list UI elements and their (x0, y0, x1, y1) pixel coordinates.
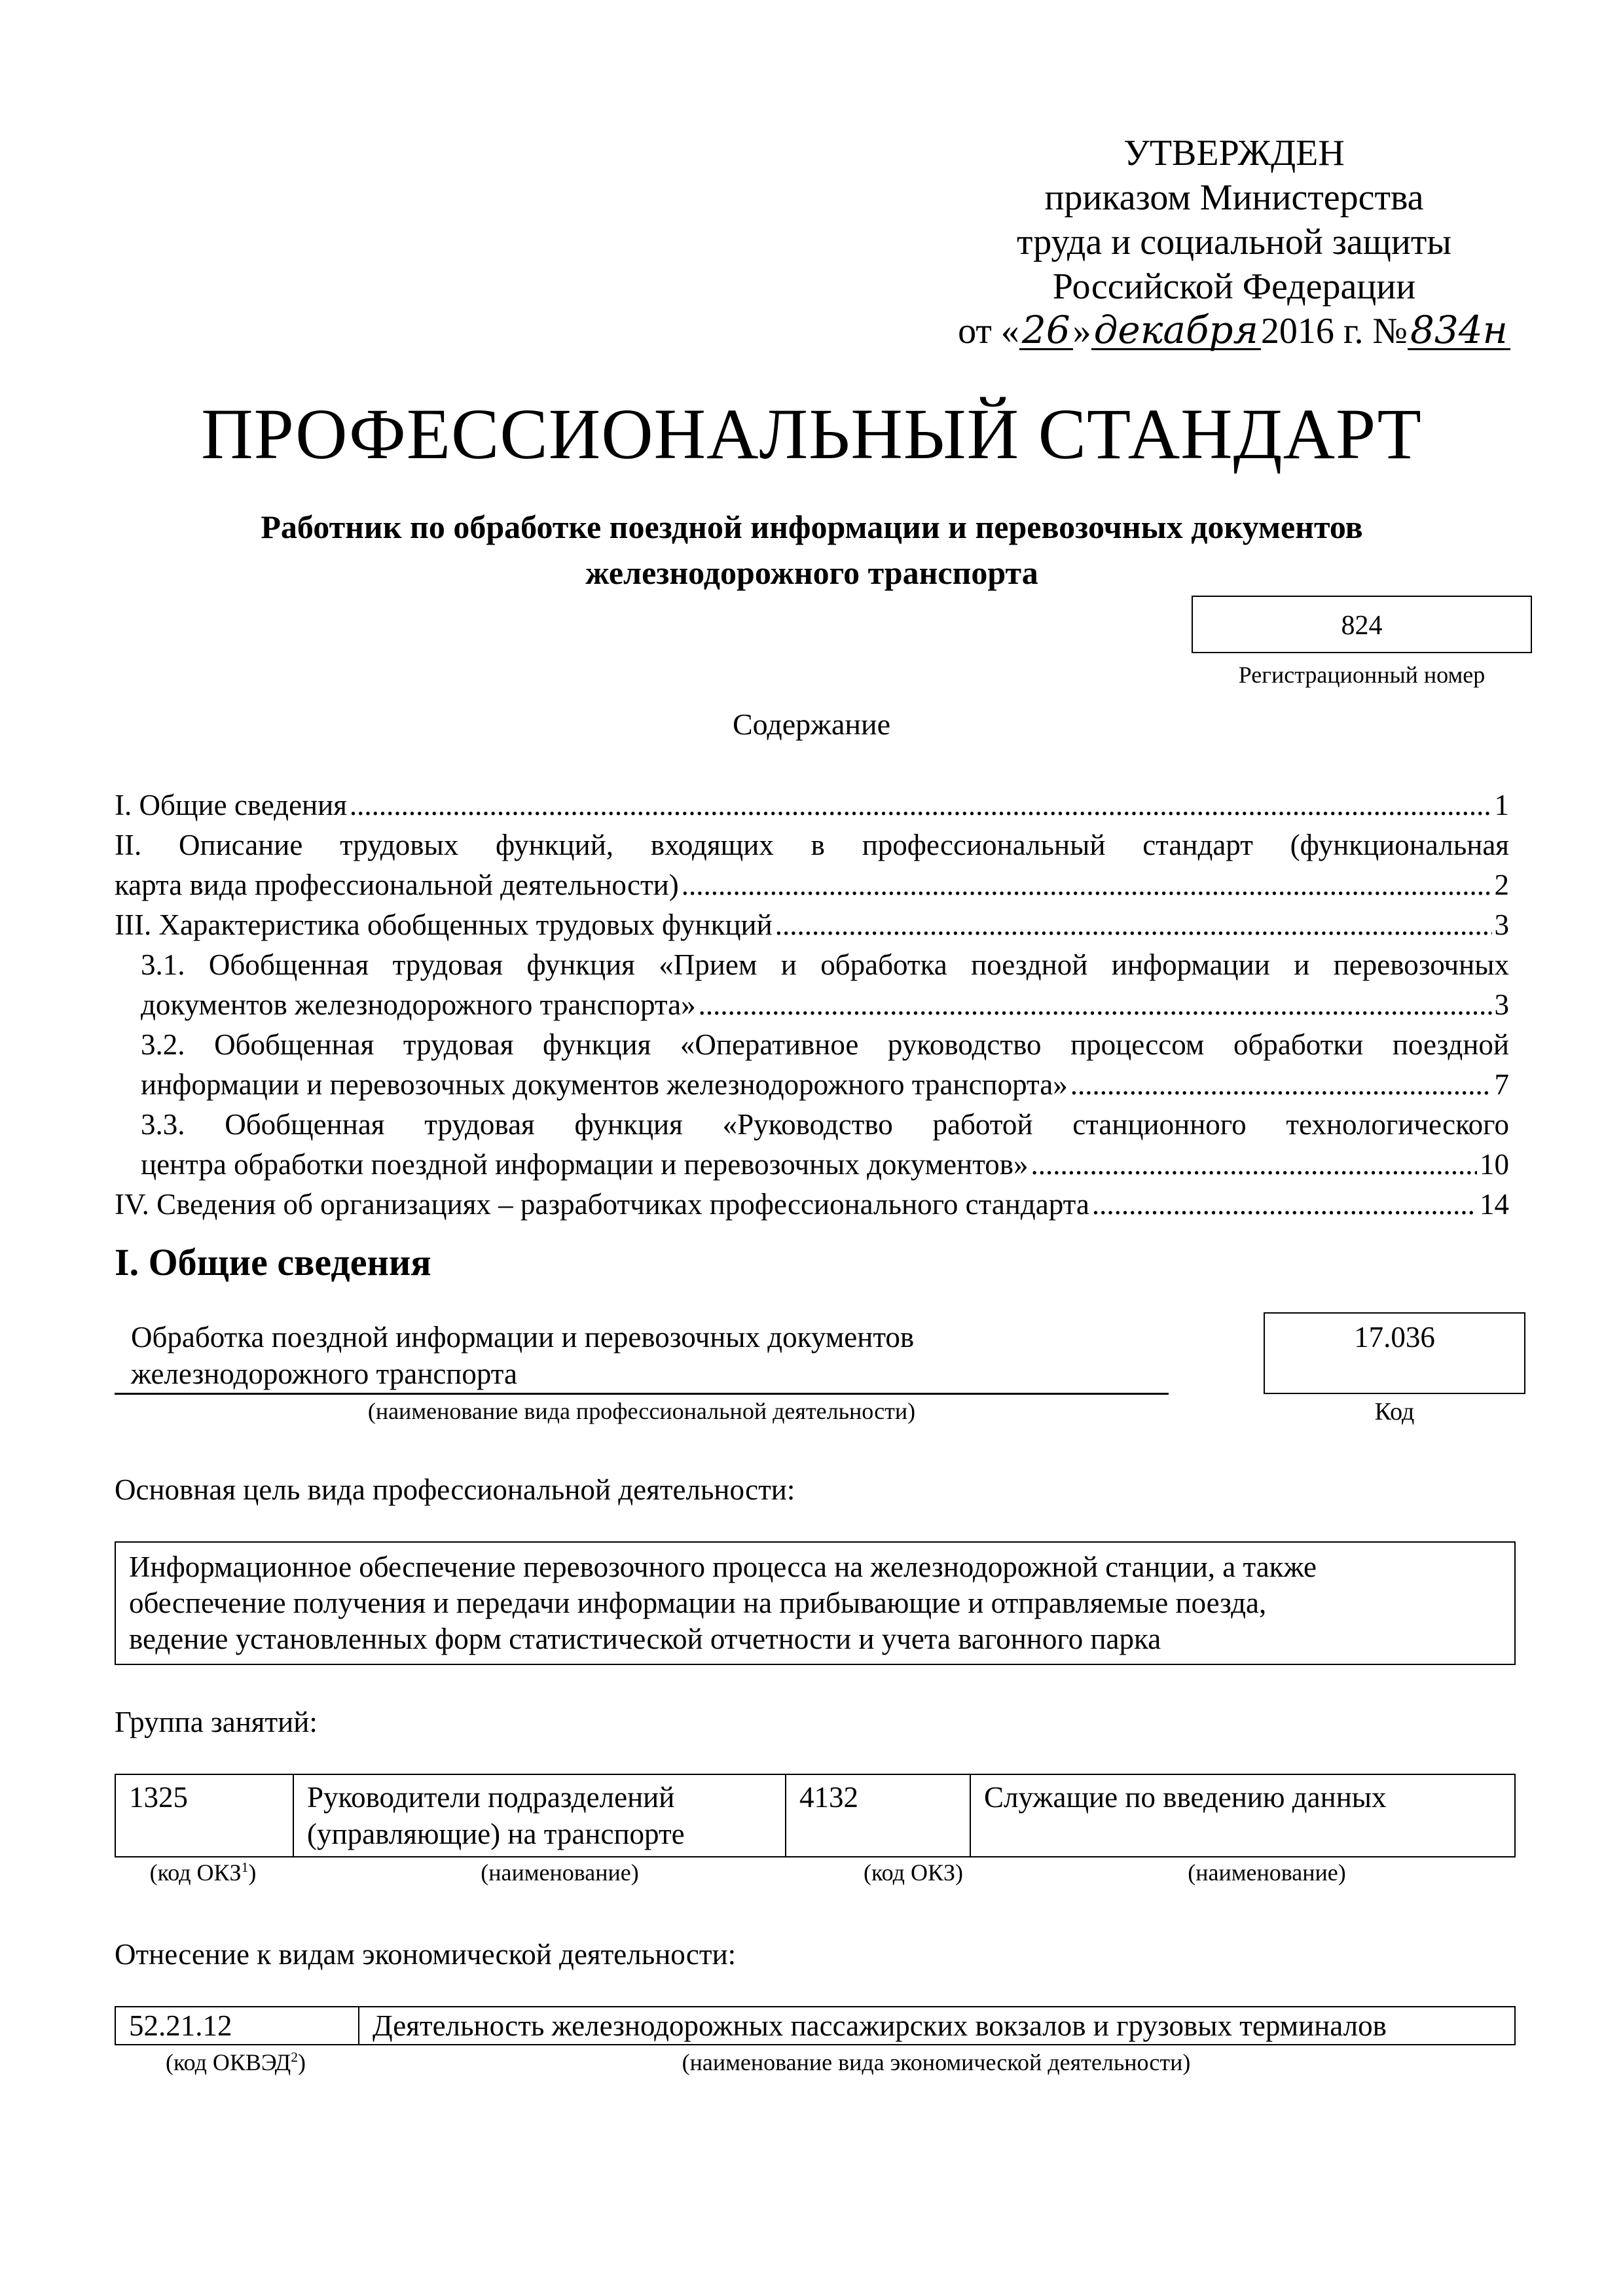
toc-page: 3 (1494, 988, 1509, 1021)
okz-code-caption-1 (115, 1859, 291, 1886)
section-heading: I. Общие сведения (115, 1241, 431, 1283)
okz-code-2: 4132 (786, 1774, 970, 1857)
footnote-ref[interactable]: 2 (291, 2049, 299, 2065)
subtitle-line-1: Работник по обработке поездной информации и перевозочных документов (261, 509, 1363, 545)
okved-name: Деятельность железнодорожных пассажирских вокзалов и грузовых терминалов (359, 2007, 1515, 2045)
registration-number-label: Регистрационный номер (1238, 662, 1486, 688)
approval-line-3: труда и социальной защиты (1017, 222, 1451, 262)
toc-page: 14 (1480, 1188, 1509, 1221)
toc-page: 2 (1494, 869, 1509, 901)
toc-page: 7 (1494, 1068, 1509, 1101)
toc-item-text: документов железнодорожного транспорта» (141, 988, 696, 1021)
okved-code: 52.21.12 (115, 2007, 359, 2045)
toc-item[interactable] (115, 865, 1509, 905)
date-prefix: от « (958, 311, 1019, 351)
underline-divider (115, 1393, 1169, 1395)
date-year: 2016 г. № (1260, 311, 1408, 351)
toc-item-text[interactable]: 3.3. Обобщенная трудовая функция «Руководство работой станционного технологического (141, 1108, 1509, 1141)
toc-item-text: информации и перевозочных документов железнодорожного транспорта» (141, 1068, 1068, 1101)
goal-box (115, 1541, 1516, 1665)
activity-kind-caption: (наименование вида профессиональной деятельности) (367, 1398, 916, 1424)
toc-item[interactable] (115, 1145, 1509, 1185)
econ-activity-table (115, 2006, 1516, 2045)
okz-name-2: Служащие по введению данных (970, 1774, 1515, 1857)
toc-item[interactable] (115, 985, 1509, 1025)
toc-item[interactable] (115, 785, 1509, 825)
toc-item-text: центра обработки поездной информации и перевозочных документов» (141, 1148, 1029, 1181)
table-of-contents (115, 785, 1509, 1225)
occupation-group-table (115, 1774, 1516, 1857)
goal-label: Основная цель вида профессиональной деятельности: (115, 1473, 795, 1506)
goal-line-3: ведение установленных форм статистической отчетности и учета вагонного парка (129, 1623, 1161, 1655)
activity-kind-line-2: железнодорожного транспорта (131, 1357, 517, 1390)
group-label: Группа занятий: (115, 1706, 318, 1738)
goal-line-2: обеспечение получения и передачи информации на прибывающие и отправляемые поезда, (129, 1587, 1267, 1619)
okz-code-caption-2: (код ОКЗ) (864, 1859, 963, 1886)
subtitle-line-2: железнодорожного транспорта (585, 554, 1038, 591)
okz-code-1: 1325 (115, 1774, 293, 1857)
handwritten-month: декабря (1091, 312, 1261, 350)
activity-code-caption: Код (1374, 1398, 1415, 1426)
goal-line-1: Информационное обеспечение перевозочного процесса на железнодорожной станции, а также (129, 1551, 1317, 1583)
okved-code-caption (115, 2049, 357, 2076)
handwritten-day: 26 (1019, 312, 1073, 350)
activity-kind-line-1: Обработка поездной информации и перевозочных документов (131, 1321, 915, 1354)
table-row (115, 2007, 1515, 2045)
approval-date-line (949, 309, 1519, 353)
toc-item[interactable] (115, 905, 1509, 945)
toc-page: 3 (1494, 908, 1509, 941)
econ-label: Отнесение к видам экономической деятельности: (115, 1938, 737, 1971)
okz-name-1 (293, 1774, 786, 1857)
toc-item-text: карта вида профессиональной деятельности) (115, 869, 679, 901)
approval-line-4: Российской Федерации (1052, 266, 1416, 307)
approval-line-1: УТВЕРЖДЕН (1123, 133, 1345, 173)
toc-item-text: I. Общие сведения (115, 789, 347, 821)
okz-name-1-line-1: Руководители подразделений (307, 1781, 675, 1814)
toc-item-text[interactable]: 3.2. Обобщенная трудовая функция «Оперативное руководство процессом обработки поездной (141, 1028, 1509, 1061)
document-title: ПРОФЕССИОНАЛЬНЫЙ СТАНДАРТ (201, 394, 1422, 474)
approval-block (949, 131, 1519, 353)
toc-page: 10 (1480, 1148, 1509, 1181)
date-mid: » (1072, 311, 1091, 351)
toc-item-text: IV. Сведения об организациях – разработчиках профессионального стандарта (115, 1188, 1089, 1221)
approval-line-2: приказом Министерства (1044, 177, 1424, 218)
document-subtitle (98, 504, 1525, 596)
toc-item-text[interactable]: II. Описание трудовых функций, входящих в профессиональный стандарт (функциональная (115, 829, 1509, 861)
activity-code-box: 17.036 (1264, 1312, 1525, 1394)
caption-text: (код ОКВЭД (165, 2049, 291, 2075)
toc-heading: Содержание (732, 708, 891, 741)
toc-item[interactable] (115, 1185, 1509, 1225)
table-row (115, 1774, 1515, 1857)
okz-name-caption-2: (наименование) (1188, 1859, 1346, 1886)
toc-item-text: III. Характеристика обобщенных трудовых функций (115, 908, 773, 941)
footnote-ref[interactable]: 1 (241, 1859, 249, 1875)
handwritten-order-number: 834н (1408, 312, 1510, 350)
registration-number-box: 824 (1192, 596, 1532, 653)
toc-item-text[interactable]: 3.1. Обобщенная трудовая функция «Прием и обработка поездной информации и перевозочных (141, 948, 1509, 981)
okz-name-caption-1: (наименование) (481, 1859, 639, 1886)
okved-name-caption: (наименование вида экономической деятельности) (682, 2049, 1191, 2075)
caption-text: (код ОКЗ (149, 1859, 242, 1886)
caption-text: ) (248, 1859, 257, 1886)
activity-kind-name (131, 1319, 1152, 1392)
caption-text: ) (298, 2049, 306, 2075)
okz-name-1-line-2: (управляющие) на транспорте (307, 1818, 685, 1850)
toc-page: 1 (1494, 789, 1509, 821)
toc-item[interactable] (115, 1065, 1509, 1105)
